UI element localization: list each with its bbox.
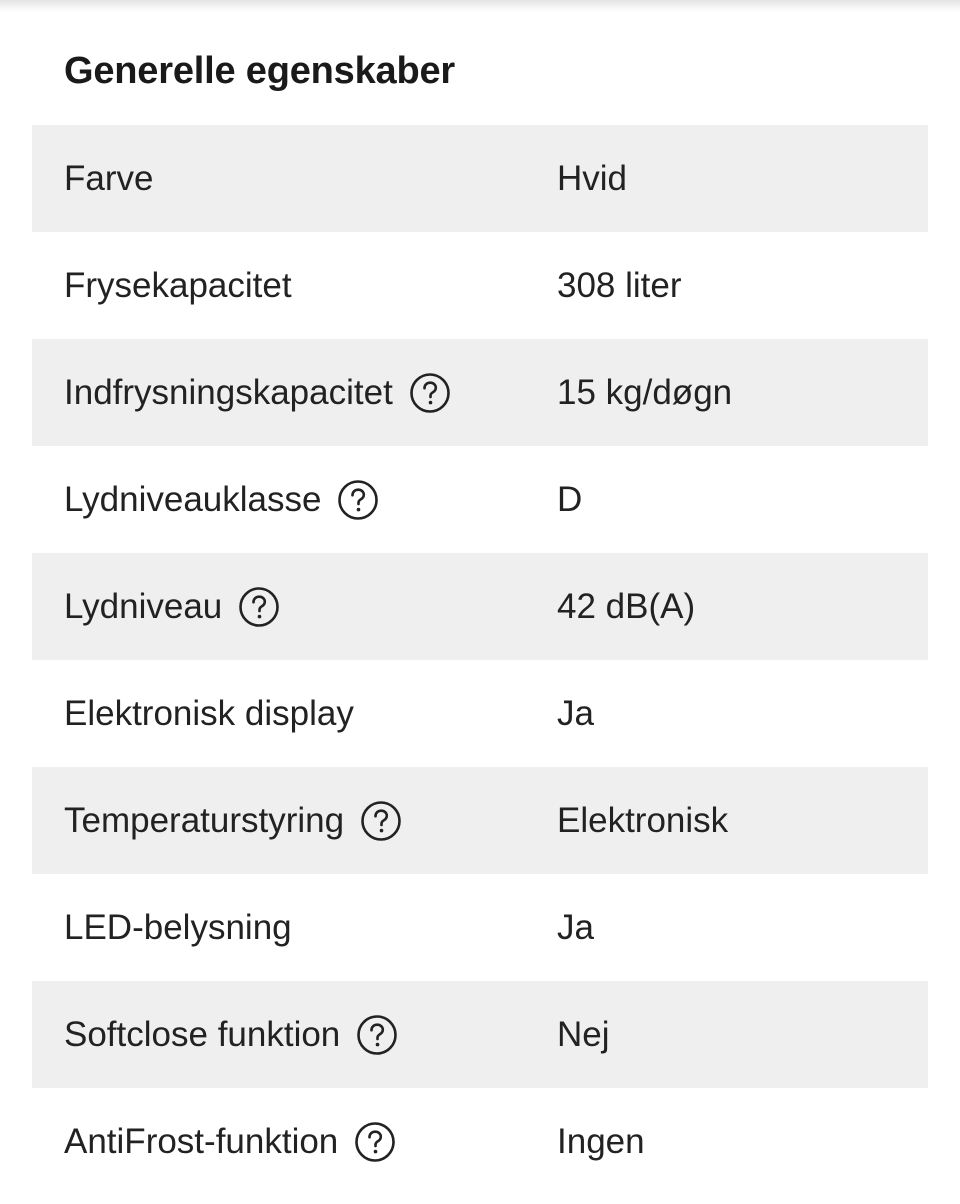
spec-label: Elektronisk display [64, 693, 354, 733]
spec-label-wrap [64, 767, 402, 874]
spec-label: Farve [64, 158, 154, 198]
spec-label-wrap [64, 981, 398, 1088]
spec-row-temperature-control [32, 767, 928, 874]
question-circle-icon[interactable] [354, 1121, 396, 1163]
spec-row-electronic-display [32, 660, 928, 767]
spec-table [32, 125, 928, 1195]
spec-label: Lydniveau [64, 586, 223, 626]
spec-label-wrap [64, 1088, 396, 1195]
spec-label: Softclose funktion [64, 1014, 341, 1054]
spec-row-noise-level [32, 553, 928, 660]
spec-row-color [32, 125, 928, 232]
spec-value: 15 kg/døgn [557, 372, 733, 412]
spec-label: LED-belysning [64, 907, 292, 947]
question-circle-icon[interactable] [337, 479, 379, 521]
question-circle-icon[interactable] [409, 372, 451, 414]
spec-value: Ja [557, 693, 594, 733]
spec-label-wrap [64, 446, 379, 553]
spec-value: Ja [557, 907, 594, 947]
spec-value: 42 dB(A) [557, 586, 696, 626]
spec-value: Elektronisk [557, 800, 729, 840]
spec-label-wrap [64, 553, 280, 660]
question-circle-icon[interactable] [360, 800, 402, 842]
question-circle-icon[interactable] [356, 1014, 398, 1056]
spec-label: Lydniveauklasse [64, 479, 322, 519]
spec-row-freezer-capacity [32, 232, 928, 339]
spec-row-freezing-capacity [32, 339, 928, 446]
spec-row-softclose [32, 981, 928, 1088]
spec-row-antifrost [32, 1088, 928, 1195]
spec-value: Ingen [557, 1121, 645, 1161]
spec-label: Temperaturstyring [64, 800, 345, 840]
header-shadow [0, 0, 960, 12]
spec-label: Frysekapacitet [64, 265, 292, 305]
spec-row-led-lighting [32, 874, 928, 981]
spec-label-wrap [64, 339, 451, 446]
spec-value: Nej [557, 1014, 610, 1054]
question-circle-icon[interactable] [238, 586, 280, 628]
section-title: Generelle egenskaber [64, 50, 455, 92]
spec-label: AntiFrost-funktion [64, 1121, 339, 1161]
spec-label: Indfrysningskapacitet [64, 372, 393, 412]
spec-value: Hvid [557, 158, 628, 198]
spec-value: 308 liter [557, 265, 682, 305]
spec-value: D [557, 479, 583, 519]
spec-row-noise-class [32, 446, 928, 553]
